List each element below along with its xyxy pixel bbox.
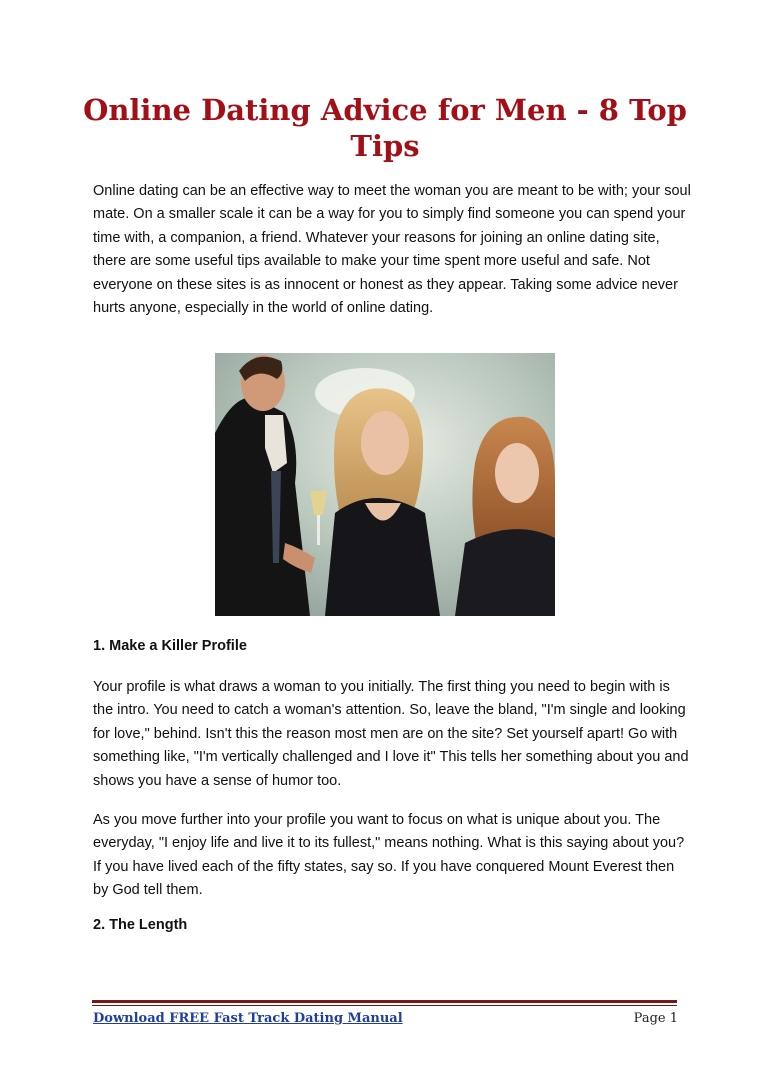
section-2-heading: 2. The Length: [93, 917, 188, 933]
section-1-paragraph-2: As you move further into your profile you want to focus on what is unique about you. The everyday, "I enjoy life and live it to its fullest," means nothing. What is this saying about you? If you have lived each of the fifty states, say so. If you have conquered Mount Everest then by God tell them.: [93, 812, 685, 899]
footer-divider: [92, 1000, 677, 1003]
footer-divider-thin: [92, 1005, 677, 1006]
download-manual-link[interactable]: Download FREE Fast Track Dating Manual: [93, 1011, 403, 1026]
document-title: Online Dating Advice for Men - 8 Top Tips: [83, 93, 687, 163]
intro-paragraph: Online dating can be an effective way to meet the woman you are meant to be with; your soul mate. On a smaller scale it can be a way for you to simply find someone you can spend your time with, a companion, a friend. Whatever your reasons for joining an online dating site, there are some useful tips available to make your time spent more useful and safe. Not everyone on these sites is as innocent or honest as they appear. Taking some advice never hurts anyone, especially in the world of online dating.: [93, 183, 691, 317]
page-number: Page 1: [633, 1011, 678, 1026]
section-1-paragraph-1: Your profile is what draws a woman to you initially. The first thing you need to begin with is the intro. You need to catch a woman's attention. So, leave the bland, "I'm single and looking for love," behind. Isn't this the reason most men are on the site? Set yourself apart! Go with something like, "I'm vertically challenged and I love it" This tells her something about you and shows you have a sense of humor too.: [93, 679, 689, 789]
section-1-heading: 1. Make a Killer Profile: [93, 638, 247, 654]
dating-photo: [215, 353, 555, 616]
